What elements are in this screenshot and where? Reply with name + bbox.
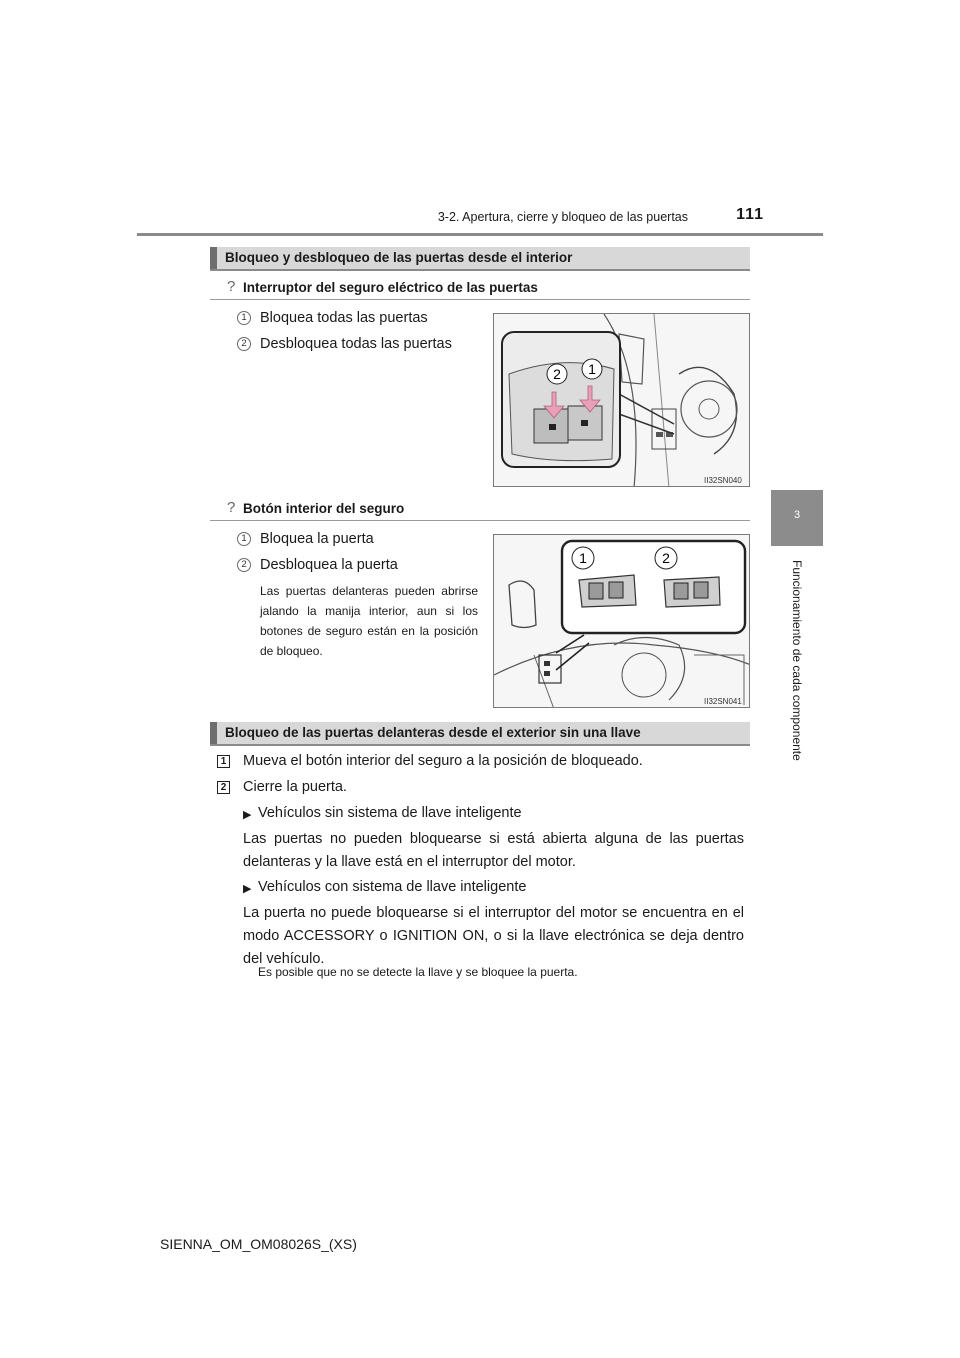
header-rule bbox=[137, 233, 823, 236]
callout-number: 2 bbox=[553, 366, 561, 382]
footer-document-code: SIENNA_OM_OM08026S_(XS) bbox=[160, 1236, 357, 1252]
step-number: 2 bbox=[217, 781, 230, 794]
item-number-circle: 2 bbox=[237, 337, 251, 351]
figure-power-lock-switch bbox=[493, 313, 750, 487]
sub-heading-inside-lock-button: Botón interior del seguro bbox=[243, 501, 405, 516]
chapter-tab-number: 3 bbox=[793, 509, 801, 521]
section-heading-interior-text: Bloqueo y desbloqueo de las puertas desde el interior bbox=[225, 250, 573, 265]
item-number-circle: 1 bbox=[237, 532, 251, 546]
triangle-bullet-icon: ▶ bbox=[243, 809, 252, 821]
note-text: Es posible que no se detecte la llave y se bloquee la puerta. bbox=[258, 965, 578, 979]
item-number-circle: 1 bbox=[237, 311, 251, 325]
case-text: Las puertas no pueden bloquearse si está abierta alguna de las puertas delanteras y la llave está en el interruptor del motor. bbox=[243, 831, 744, 870]
item-number-circle: 2 bbox=[237, 558, 251, 572]
chapter-side-label bbox=[752, 560, 846, 792]
section-heading-exterior-text: Bloqueo de las puertas delanteras desde el exterior sin una llave bbox=[225, 725, 641, 740]
triangle-bullet-icon: ▶ bbox=[243, 883, 252, 895]
figure-code: II32SN041 bbox=[704, 697, 742, 706]
item-text: Desbloquea la puerta bbox=[260, 557, 398, 573]
sub-heading-rule bbox=[210, 520, 750, 521]
case-label: Vehículos sin sistema de llave inteligente bbox=[258, 805, 522, 821]
chapter-side-text: Funcionamiento de cada componente bbox=[790, 560, 804, 761]
item-text: Bloquea la puerta bbox=[260, 531, 374, 547]
callout-number: 1 bbox=[588, 361, 596, 377]
note-text: Las puertas delanteras pueden abrirse jalando la manija interior, aun si los botones de seguro están en la posición de bloqueo. bbox=[260, 584, 478, 658]
figure-code: II32SN040 bbox=[704, 476, 742, 485]
figure-inside-lock-button bbox=[493, 534, 750, 708]
section-heading-interior bbox=[210, 247, 750, 271]
callout-number: 2 bbox=[662, 550, 670, 566]
case-label: Vehículos con sistema de llave inteligente bbox=[258, 879, 527, 895]
callout-number: 1 bbox=[579, 550, 587, 566]
item-text: Bloquea todas las puertas bbox=[260, 310, 428, 326]
figure-inside-lock-illustration bbox=[494, 535, 750, 708]
section-heading-exterior bbox=[210, 722, 750, 746]
figure-power-lock-illustration bbox=[494, 314, 750, 487]
step-text: Cierre la puerta. bbox=[243, 779, 347, 795]
sub-heading-mark: ? bbox=[227, 499, 236, 516]
step-number: 1 bbox=[217, 755, 230, 768]
step-text: Mueva el botón interior del seguro a la posición de bloqueado. bbox=[243, 753, 643, 769]
header-section-title: 3-2. Apertura, cierre y bloqueo de las puertas bbox=[437, 210, 688, 224]
item-text: Desbloquea todas las puertas bbox=[260, 336, 452, 352]
sub-heading-mark: ? bbox=[227, 278, 236, 295]
sub-heading-power-lock: Interruptor del seguro eléctrico de las puertas bbox=[243, 280, 538, 295]
page-number: 111 bbox=[736, 206, 764, 223]
sub-heading-rule bbox=[210, 299, 750, 300]
case-text: La puerta no puede bloquearse si el interruptor del motor se encuentra en el modo ACCESSORY o IGNITION ON, o si la llave electrónica se deja dentro del vehículo. bbox=[243, 905, 744, 967]
